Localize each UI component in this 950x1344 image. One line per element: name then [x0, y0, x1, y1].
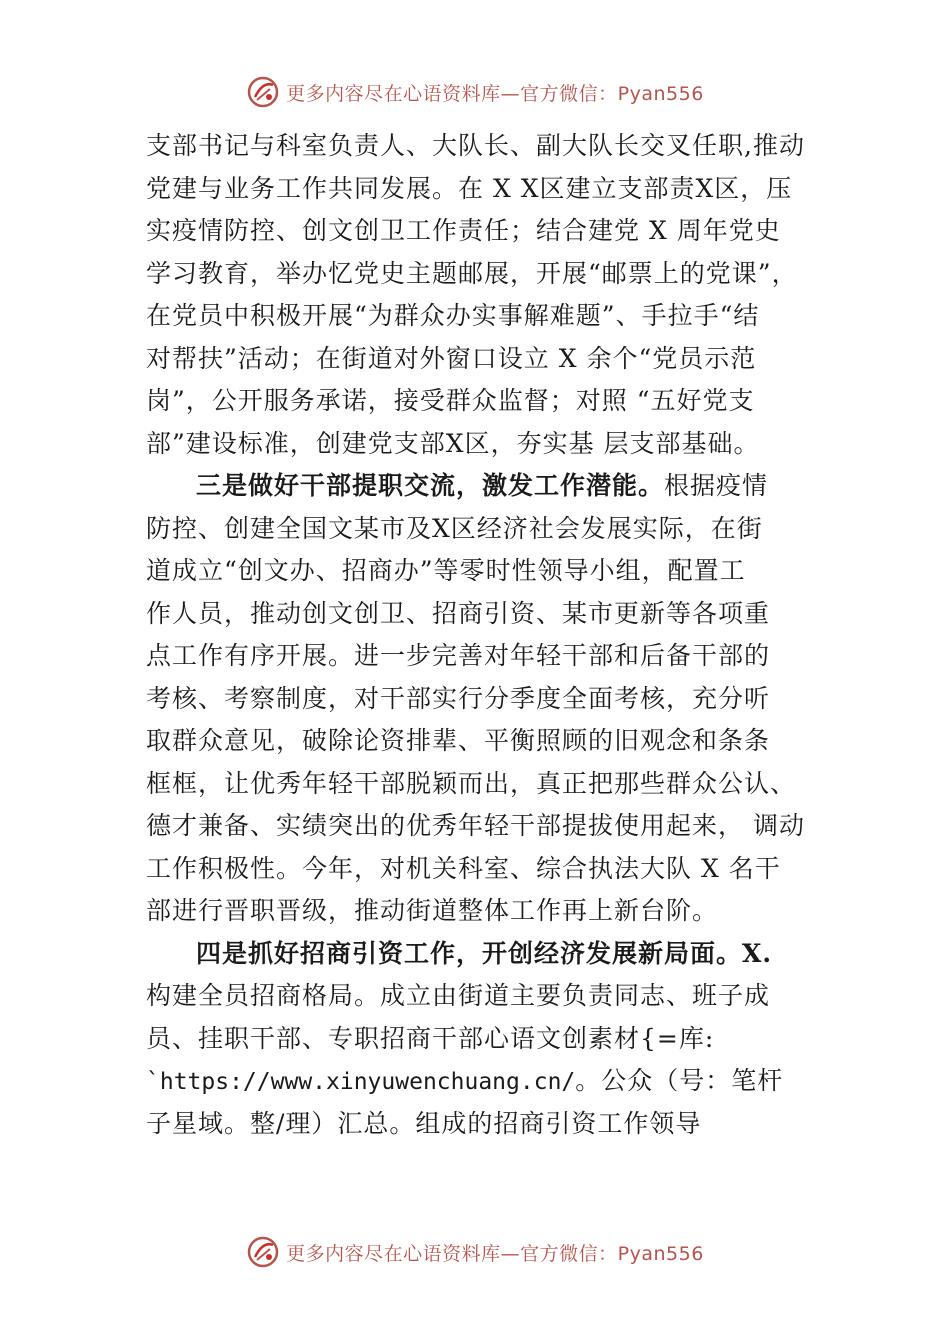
text-line: 道成立“创文办、招商办”等零时性领导小组，配置工	[146, 556, 746, 585]
text-line: 对帮扶”活动；在街道对外窗口设立 X 余个“党员示范	[146, 343, 757, 373]
text-line: 防控、创建全国文某市及X区经济社会发展实际，在街	[146, 513, 763, 543]
section-heading: 三是做好干部提职交流，激发工作潜能。	[196, 471, 665, 500]
text-line: 部进行晋职晋级，推动街道整体工作再上新台阶。	[146, 896, 719, 925]
text-line: 德才兼备、实绩突出的优秀年轻干部提拔使用起来， 调动	[146, 811, 805, 840]
text-line: 在党员中积极开展“为群众办实事解难题”、手拉手“结	[146, 301, 760, 330]
paragraph-party-building	[146, 125, 836, 465]
text-line	[146, 1060, 836, 1103]
footer-watermark-text: 更多内容尽在心语资料库—官方微信：Pyan556	[286, 1242, 704, 1265]
text-line: 子星域。整/理）汇总。组成的招商引资工作领导	[146, 1108, 702, 1138]
text-line: 作人员，推动创文创卫、招商引资、某市更新等各项重	[146, 598, 771, 628]
section-heading: 四是抓好招商引资工作，开创经济发展新局面。X.	[196, 938, 773, 968]
seal-logo-icon	[246, 75, 280, 109]
header-watermark-text: 更多内容尽在心语资料库—官方微信：Pyan556	[286, 82, 704, 105]
footer-watermark-banner	[0, 1230, 950, 1274]
text-line	[146, 465, 836, 508]
paragraph-cadre-exchange	[146, 465, 836, 933]
document-body	[146, 125, 836, 1145]
text-line: 实疫情防控、创文创卫工作责任；结合建党 X 周年党史	[146, 216, 781, 245]
text-line: 点工作有序开展。进一步完善对年轻干部和后备干部的	[146, 641, 771, 670]
seal-logo-icon	[246, 1235, 280, 1269]
text-line: 考核、考察制度，对干部实行分季度全面考核，充分听	[146, 683, 771, 713]
text-line: 取群众意见，破除论资排辈、平衡照顾的旧观念和条条	[146, 726, 771, 755]
header-watermark-banner	[0, 70, 950, 114]
text-line: 工作积极性。今年，对机关科室、综合执法大队 X 名干	[146, 853, 781, 883]
text-line: 党建与业务工作共同发展。在 X X区建立支部责X区，压	[146, 173, 793, 203]
text-span: 根据疫情	[664, 471, 769, 500]
paragraph-investment	[146, 933, 836, 1146]
url-text: `https://www.xinyuwenchuang.cn/	[146, 1069, 576, 1095]
text-line: 岗”，公开服务承诺，接受群众监督；对照 “五好党支	[146, 386, 755, 415]
text-line: 部”建设标准，创建党支部X区，夯实基 层支部基础。	[146, 428, 760, 458]
text-line: 框框，让优秀年轻干部脱颖而出，真正把那些群众公认、	[146, 768, 797, 798]
text-line: 构建全员招商格局。成立由街道主要负责同志、班子成	[146, 981, 771, 1010]
text-line: 员、挂职干部、专职招商干部心语文创素材{=库:	[146, 1023, 715, 1053]
text-line: 支部书记与科室负责人、大队长、副大队长交叉任职,推动	[146, 131, 805, 160]
text-line: 学习教育，举办忆党史主题邮展，开展“邮票上的党课”，	[146, 258, 798, 288]
text-span: 。公众（号：笔杆	[575, 1066, 784, 1095]
